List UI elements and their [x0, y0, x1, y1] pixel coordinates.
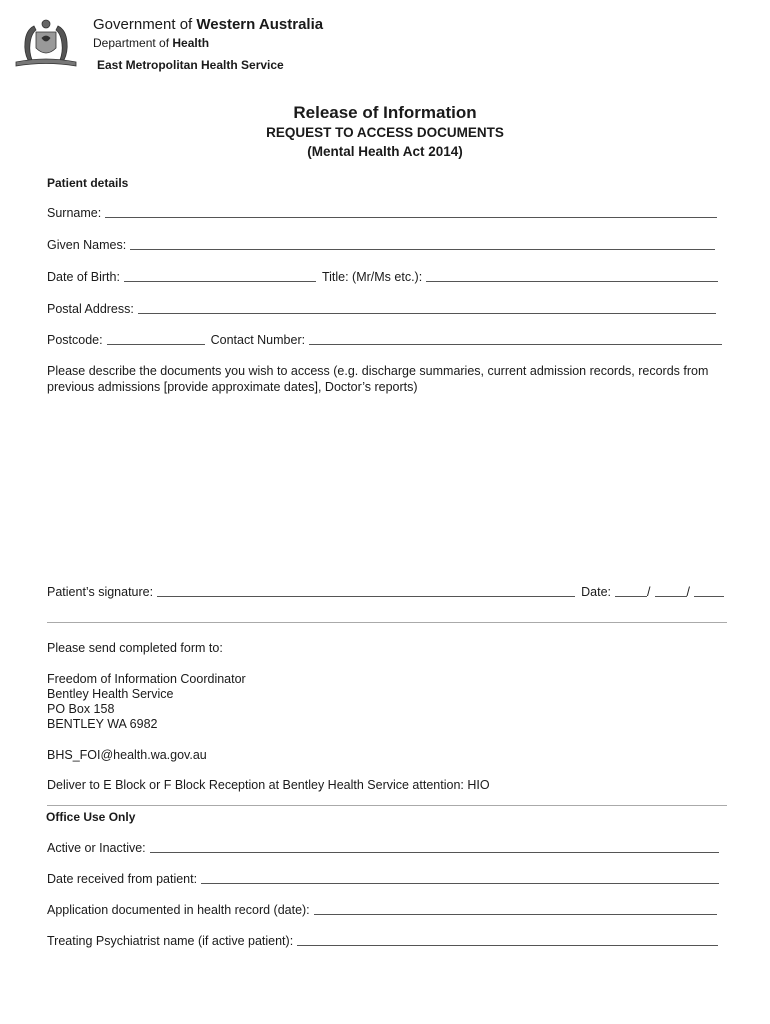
documents-description-area[interactable]	[47, 400, 717, 570]
documented-date-row	[47, 901, 717, 917]
documented-date-field[interactable]	[314, 902, 717, 915]
active-inactive-label: Active or Inactive:	[47, 841, 146, 855]
date-month-field[interactable]	[655, 584, 687, 597]
contact-number-label: Contact Number:	[210, 333, 306, 347]
date-separator: /	[686, 585, 690, 599]
postal-address-field[interactable]	[138, 301, 716, 314]
given-names-row	[47, 236, 715, 252]
contact-number-field[interactable]	[309, 332, 722, 345]
form-title: Release of Information	[293, 103, 477, 122]
given-names-label: Given Names:	[47, 238, 127, 252]
documented-date-label: Application documented in health record (date):	[47, 903, 310, 917]
address-line: Freedom of Information Coordinator	[47, 672, 246, 686]
delivery-instructions: Deliver to E Block or F Block Reception at Bentley Health Service attention: HIO	[47, 778, 490, 792]
surname-row	[47, 204, 717, 220]
title-field[interactable]	[426, 269, 718, 282]
surname-label: Surname:	[47, 206, 102, 220]
department-name: Department of Health	[93, 36, 210, 50]
health-service-name: East Metropolitan Health Service	[97, 58, 284, 72]
active-inactive-row	[47, 839, 719, 855]
psychiatrist-label: Treating Psychiatrist name (if active patient):	[47, 934, 294, 948]
psychiatrist-field[interactable]	[297, 933, 718, 946]
psychiatrist-row	[47, 932, 718, 948]
form-act-reference: (Mental Health Act 2014)	[307, 144, 463, 159]
postal-address-label: Postal Address:	[47, 302, 134, 316]
date-year-field[interactable]	[694, 584, 724, 597]
foi-email: BHS_FOI@health.wa.gov.au	[47, 748, 207, 762]
government-name: Government of Western Australia	[93, 16, 324, 33]
postcode-field[interactable]	[107, 332, 205, 345]
address-line: PO Box 158	[47, 702, 115, 716]
section-divider	[47, 805, 727, 806]
given-names-field[interactable]	[130, 237, 715, 250]
date-day-field[interactable]	[615, 584, 647, 597]
office-use-heading: Office Use Only	[46, 810, 136, 824]
dob-label: Date of Birth:	[47, 270, 120, 284]
send-instructions: Please send completed form to:	[47, 641, 223, 655]
postcode-contact-row	[47, 331, 722, 347]
date-label: Date:	[581, 585, 612, 599]
title-label: Title: (Mr/Ms etc.):	[321, 270, 423, 284]
date-received-row	[47, 870, 719, 886]
postcode-label: Postcode:	[47, 333, 103, 347]
documents-description-instructions: Please describe the documents you wish to access (e.g. discharge summaries, current admission records, records from previous admissions [provide approximate dates], Doctor’s reports)	[47, 364, 709, 394]
date-separator: /	[647, 585, 651, 599]
address-line: Bentley Health Service	[47, 687, 174, 701]
signature-field[interactable]	[157, 584, 575, 597]
section-divider	[47, 622, 727, 623]
form-subtitle: REQUEST TO ACCESS DOCUMENTS	[266, 125, 504, 140]
address-line: BENTLEY WA 6982	[47, 717, 158, 731]
active-inactive-field[interactable]	[150, 840, 719, 853]
dob-field[interactable]	[124, 269, 316, 282]
signature-label: Patient’s signature:	[47, 585, 154, 599]
postal-address-row	[47, 300, 716, 316]
date-received-label: Date received from patient:	[47, 872, 198, 886]
surname-field[interactable]	[105, 205, 717, 218]
patient-details-heading: Patient details	[47, 176, 129, 190]
dob-title-row	[47, 268, 718, 284]
wa-government-crest-logo	[12, 16, 80, 72]
signature-row	[47, 583, 724, 599]
date-received-field[interactable]	[201, 871, 719, 884]
